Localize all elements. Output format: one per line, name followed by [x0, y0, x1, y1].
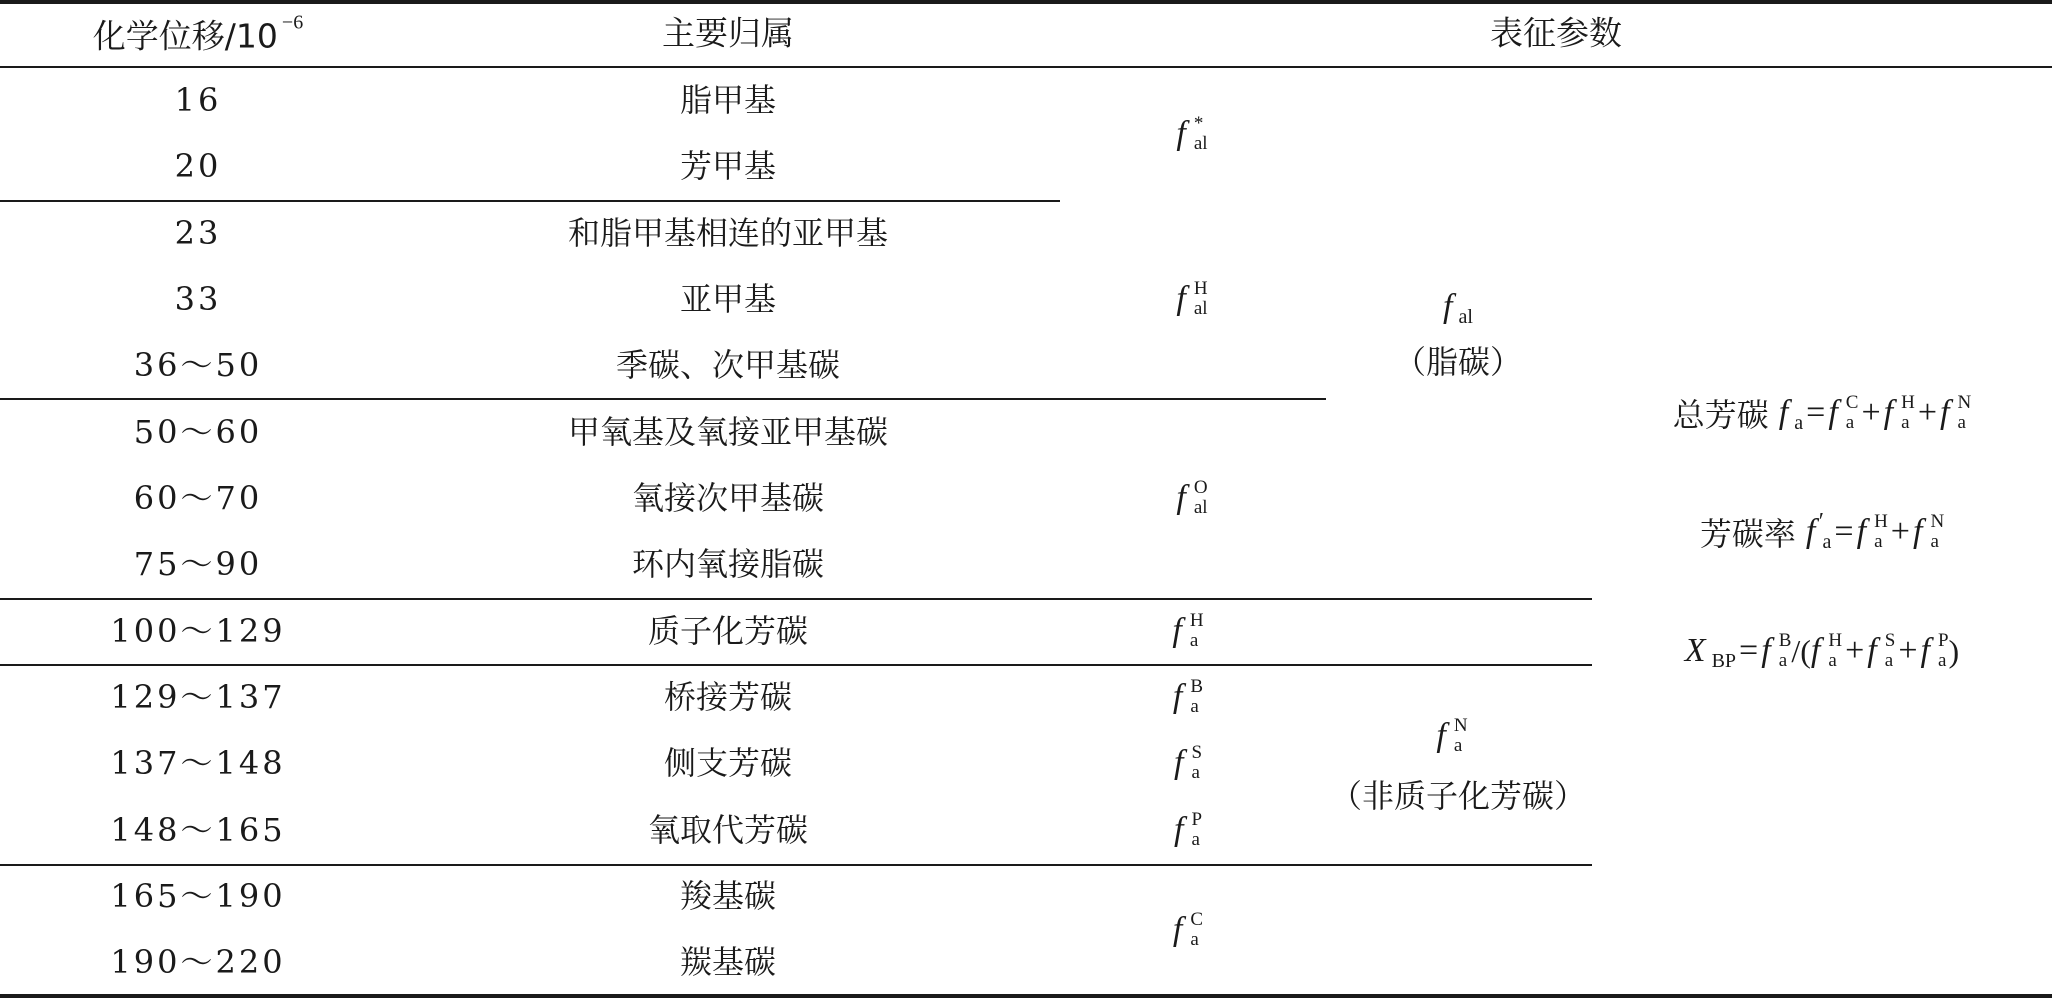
- assignment-cell: 芳甲基: [679, 147, 777, 185]
- sub: a: [1794, 411, 1804, 434]
- sub: a: [1884, 650, 1894, 671]
- sub: a: [1845, 412, 1855, 433]
- sup: S: [1191, 742, 1203, 763]
- f-symbol: f: [1778, 394, 1789, 431]
- header-main-assignment: 主要归属: [662, 13, 794, 53]
- sub: a: [1191, 829, 1200, 850]
- rule-after-substituted: [0, 864, 1592, 866]
- f-symbol: f: [1867, 632, 1877, 669]
- param-f-a-B: [1173, 677, 1203, 717]
- assignment-cell: 氧接次甲基碳: [631, 479, 825, 517]
- f-symbol: f: [1920, 632, 1930, 669]
- sub: al: [1458, 305, 1473, 328]
- f-symbol: f: [1828, 394, 1838, 431]
- shift-cell: 33: [174, 280, 222, 318]
- formula-label: 芳碳率: [1699, 515, 1796, 553]
- shift-cell: 190～220: [110, 943, 286, 981]
- script-stack: [1190, 677, 1203, 717]
- param-f-a-P: [1174, 810, 1202, 850]
- assignment-cell: 环内氧接脂碳: [631, 545, 825, 583]
- script-stack: [1191, 743, 1202, 783]
- plus: +: [1890, 513, 1910, 550]
- f-symbol: f: [1912, 513, 1923, 550]
- f-symbol: f: [1443, 288, 1453, 325]
- shift-cell: 129～137: [110, 678, 286, 716]
- sub: a: [1874, 531, 1883, 552]
- param-f-al-star: [1176, 114, 1207, 154]
- sup: B: [1778, 630, 1792, 651]
- assignment-cell: 和脂甲基相连的亚甲基: [567, 214, 889, 252]
- sub: a: [1901, 412, 1910, 433]
- table-top-rule: [0, 0, 2052, 4]
- script-stack: [1930, 512, 1944, 552]
- assignment-cell: 亚甲基: [679, 280, 777, 318]
- sup: H: [1828, 630, 1843, 651]
- sub: BP: [1711, 649, 1737, 672]
- shift-cell: 50～60: [133, 413, 263, 451]
- plus: +: [1917, 394, 1938, 431]
- f-symbol: f: [1810, 632, 1821, 669]
- formula-aromaticity: [1700, 509, 1944, 555]
- rule-after-oxy: [0, 598, 1592, 600]
- script-stack: [1885, 631, 1896, 671]
- sub: al: [1193, 133, 1208, 154]
- sup: H: [1874, 511, 1888, 532]
- shift-cell: 148～165: [110, 811, 286, 849]
- script-stack: [1190, 910, 1203, 950]
- f-symbol: f: [1173, 811, 1184, 848]
- group-aliphatic-label: （脂碳）: [1393, 343, 1523, 381]
- close-paren: ): [1948, 632, 1960, 669]
- header-shift-text: 化学位移/10: [92, 16, 278, 56]
- script-stack: [1901, 393, 1915, 433]
- sup: P: [1191, 809, 1203, 830]
- prime-mark: ′: [1817, 508, 1823, 535]
- sup: H: [1189, 610, 1204, 631]
- shift-cell: 36～50: [133, 346, 263, 384]
- param-f-al-H: [1176, 279, 1207, 319]
- x-symbol: X: [1684, 632, 1706, 669]
- param-f-al-O: [1176, 478, 1207, 518]
- header-parameters: 表征参数: [1490, 13, 1622, 53]
- shift-cell: 100～129: [110, 612, 286, 650]
- f-symbol: f: [1176, 479, 1186, 516]
- assignment-cell: 脂甲基: [679, 81, 777, 119]
- assignment-cell: 季碳、次甲基碳: [615, 346, 841, 384]
- param-f-a-S: [1174, 743, 1202, 783]
- header-shift-exponent: −6: [281, 11, 304, 33]
- sup: N: [1957, 392, 1972, 413]
- script-stack: [1938, 631, 1949, 671]
- script-stack: [1957, 393, 1971, 433]
- slash-paren: /(: [1791, 632, 1811, 669]
- equals: =: [1739, 632, 1759, 669]
- f-symbol: f: [1172, 911, 1183, 948]
- sub: a: [1778, 650, 1788, 671]
- plus: +: [1845, 632, 1865, 669]
- sup: C: [1845, 392, 1859, 413]
- sub: a: [1190, 929, 1199, 950]
- script-stack: [1190, 611, 1204, 651]
- sup: B: [1190, 676, 1204, 697]
- sub: a: [1190, 696, 1199, 717]
- script-stack: [1779, 631, 1792, 671]
- script-stack: [1194, 279, 1208, 319]
- plus: +: [1898, 632, 1918, 669]
- assignment-cell: 羰基碳: [679, 943, 777, 981]
- header-rule: [0, 66, 2052, 68]
- script-stack: [1874, 512, 1888, 552]
- group-f-a-N: [1436, 716, 1467, 756]
- f-symbol: f: [1176, 280, 1186, 317]
- sub: a: [1957, 412, 1966, 433]
- f-symbol: f: [1883, 394, 1894, 431]
- sup: O: [1193, 477, 1208, 498]
- sub: al: [1193, 497, 1208, 518]
- header-chemical-shift: [93, 11, 303, 58]
- sub: a: [1937, 650, 1947, 671]
- shift-cell: 20: [174, 147, 222, 185]
- rule-after-methyl: [0, 200, 1060, 202]
- sub: a: [1822, 530, 1832, 553]
- sub: a: [1453, 735, 1463, 756]
- sup: N: [1930, 511, 1945, 532]
- assignment-cell: 侧支芳碳: [663, 744, 793, 782]
- assignment-cell: 质子化芳碳: [647, 612, 809, 650]
- formula-label: 总芳碳: [1672, 396, 1769, 434]
- sup: S: [1884, 630, 1896, 651]
- assignment-cell: 桥接芳碳: [663, 678, 793, 716]
- f-symbol: f: [1940, 394, 1950, 431]
- shift-cell: 165～190: [110, 877, 286, 915]
- script-stack: [1191, 810, 1202, 850]
- shift-cell: 75～90: [133, 545, 263, 583]
- sub: a: [1191, 762, 1200, 783]
- sub: al: [1193, 298, 1208, 319]
- formula-total-aromatic: [1673, 390, 1971, 436]
- assignment-cell: 甲氧基及氧接亚甲基碳: [567, 413, 889, 451]
- sup: C: [1190, 909, 1204, 930]
- f-symbol: f: [1176, 115, 1186, 152]
- table-bottom-rule: [0, 994, 2052, 998]
- f-symbol: f: [1172, 612, 1182, 649]
- shift-cell: 137～148: [110, 744, 286, 782]
- f-symbol: f: [1856, 513, 1867, 550]
- script-stack: [1846, 393, 1859, 433]
- sup: N: [1453, 715, 1468, 736]
- script-stack: [1454, 716, 1468, 756]
- formula-bridge-ratio: [1685, 631, 1959, 671]
- sub: a: [1930, 531, 1939, 552]
- rule-after-methylene: [0, 398, 1326, 400]
- rule-after-protonated: [0, 664, 1592, 666]
- param-f-a-C: [1173, 910, 1203, 950]
- assignment-cell: 羧基碳: [679, 877, 777, 915]
- equals: =: [1834, 513, 1854, 550]
- group-f-al: [1443, 288, 1473, 326]
- sub: a: [1828, 650, 1837, 671]
- sub: a: [1189, 630, 1199, 651]
- param-f-a-H: [1172, 611, 1203, 651]
- sup: H: [1901, 392, 1915, 413]
- shift-cell: 16: [174, 81, 222, 119]
- group-nonprotonated-label: （非质子化芳碳）: [1329, 777, 1587, 815]
- f-symbol: f: [1761, 632, 1771, 669]
- equals: =: [1806, 394, 1826, 431]
- f-symbol: f: [1436, 717, 1446, 754]
- shift-cell: 60～70: [133, 479, 263, 517]
- assignment-cell: 氧取代芳碳: [647, 811, 809, 849]
- script-stack: [1194, 114, 1208, 154]
- sup: *: [1193, 113, 1204, 134]
- script-stack: [1194, 478, 1208, 518]
- script-stack: [1828, 631, 1842, 671]
- f-symbol: f: [1172, 678, 1183, 715]
- f-symbol: f: [1173, 744, 1184, 781]
- sup: H: [1193, 278, 1208, 299]
- sup: P: [1937, 630, 1949, 651]
- f-symbol: f: [1805, 513, 1816, 550]
- shift-cell: 23: [174, 214, 222, 252]
- plus: +: [1861, 394, 1881, 431]
